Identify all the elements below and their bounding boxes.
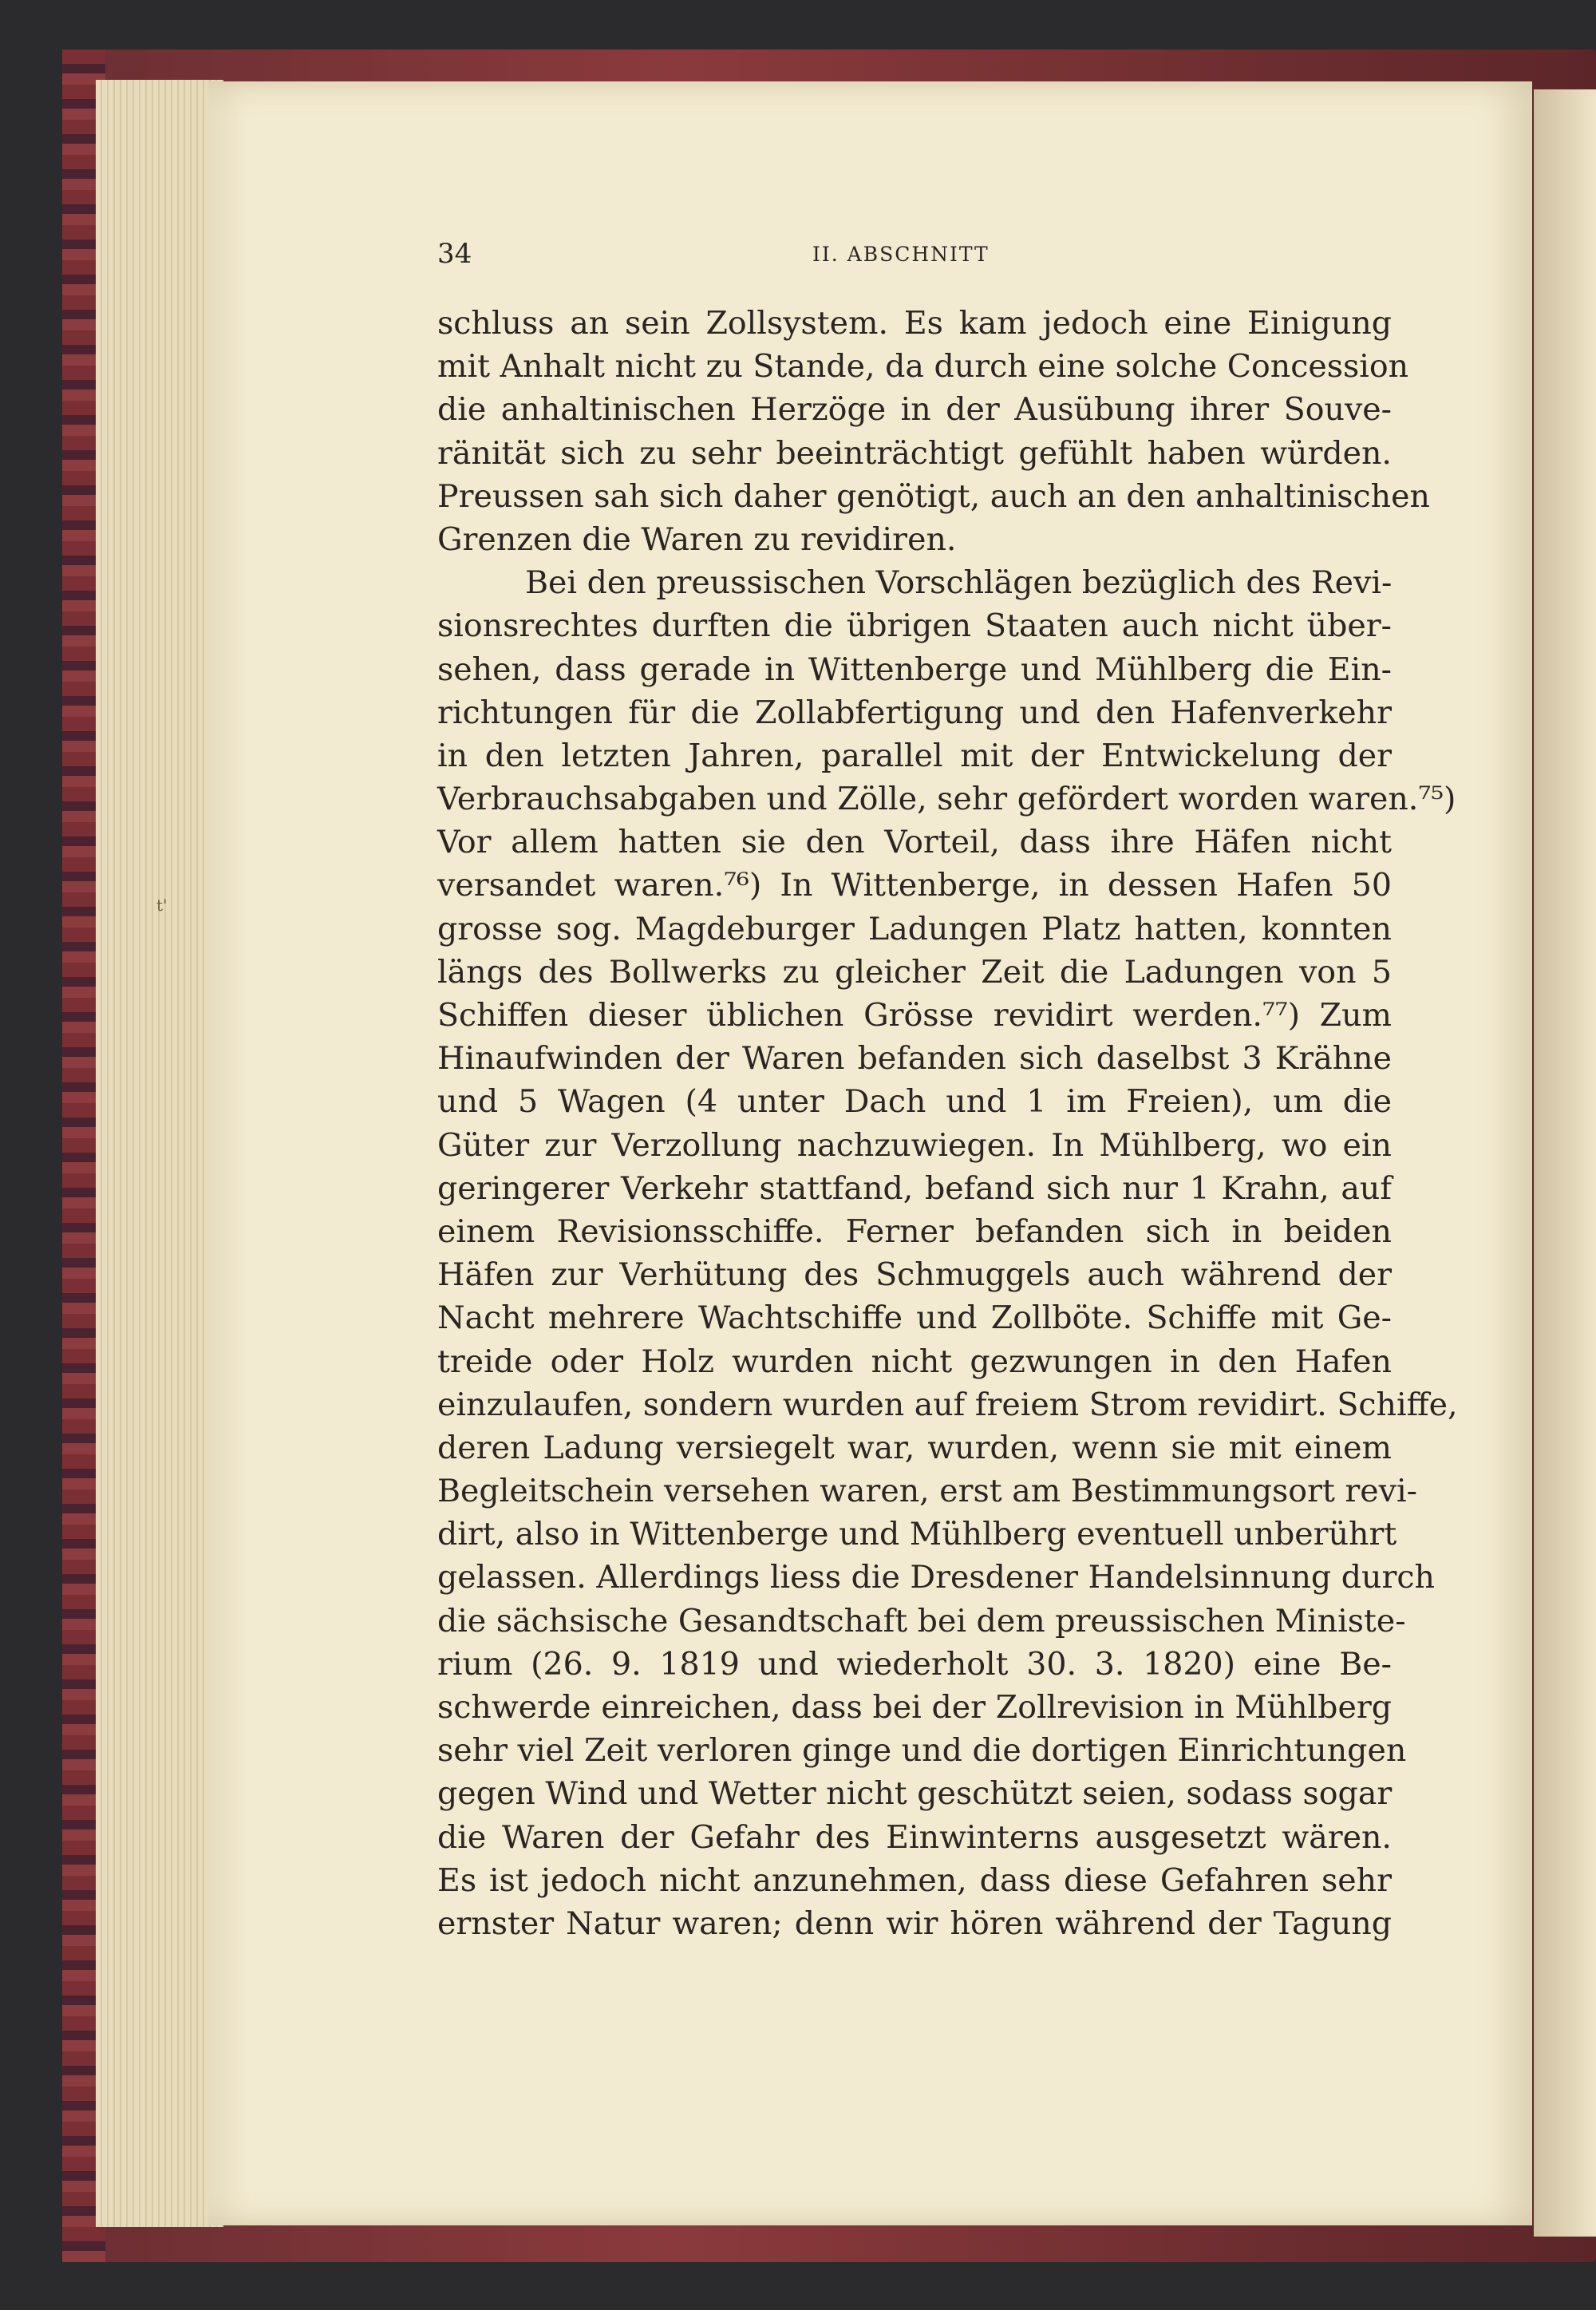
page-header	[437, 238, 1379, 270]
gutter-mark: t'	[156, 896, 168, 915]
text-line: Schiffen dieser üblichen Grösse revidirt werden.⁷⁷) Zum	[437, 997, 1392, 1034]
text-line: Verbrauchsabgaben und Zölle, sehr gefördert worden waren.⁷⁵)	[437, 781, 1456, 818]
text-line: Preussen sah sich daher genötigt, auch an den anhaltinischen	[437, 477, 1430, 515]
text-line: rium (26. 9. 1819 und wiederholt 30. 3. 1820) eine Be-	[437, 1645, 1392, 1683]
text-line: einem Revisionsschiffe. Ferner befanden sich in beiden	[437, 1212, 1392, 1250]
text-line: die sächsische Gesandtschaft bei dem preussischen Ministe-	[437, 1602, 1406, 1640]
running-title: II. ABSCHNITT	[812, 243, 990, 266]
page-number: 34	[437, 238, 472, 270]
text-line: gelassen. Allerdings liess die Dresdener Handelsinnung durch	[437, 1559, 1435, 1596]
text-line: versandet waren.⁷⁶) In Wittenberge, in dessen Hafen 50	[437, 867, 1392, 904]
text-line: Häfen zur Verhütung des Schmuggels auch während der	[437, 1256, 1392, 1294]
text-line: Hinaufwinden der Waren befanden sich daselbst 3 Krähne	[437, 1040, 1392, 1078]
body-text	[437, 302, 1458, 1945]
text-line: treide oder Holz wurden nicht gezwungen in den Hafen	[437, 1343, 1392, 1380]
text-line: die Waren der Gefahr des Einwinterns ausgesetzt wären.	[437, 1818, 1392, 1856]
text-line: und 5 Wagen (4 unter Dach und 1 im Freien), um die	[437, 1083, 1392, 1121]
text-line: Es ist jedoch nicht anzunehmen, dass diese Gefahren sehr	[437, 1861, 1392, 1899]
text-line: längs des Bollwerks zu gleicher Zeit die Ladungen von 5	[437, 953, 1392, 991]
text-line: Nacht mehrere Wachtschiffe und Zollböte. Schiffe mit Ge-	[437, 1299, 1392, 1337]
text-line: Begleitschein versehen waren, erst am Bestimmungsort revi-	[437, 1473, 1417, 1510]
text-line: ernster Natur waren; denn wir hören während der Tagung	[437, 1905, 1392, 1942]
text-line: schwerde einreichen, dass bei der Zollrevision in Mühlberg	[437, 1689, 1392, 1726]
text-line: geringerer Verkehr stattfand, befand sich nur 1 Krahn, auf	[437, 1169, 1392, 1207]
text-line: in den letzten Jahren, parallel mit der Entwickelung der	[437, 737, 1392, 774]
text-line: grosse sog. Magdeburger Ladungen Platz hatten, konnten	[437, 910, 1392, 947]
text-line: dirt, also in Wittenberge und Mühlberg eventuell unberührt	[437, 1516, 1397, 1553]
text-line: schluss an sein Zollsystem. Es kam jedoch eine Einigung	[437, 305, 1392, 342]
text-line: ränität sich zu sehr beeinträchtigt gefühlt haben würden.	[437, 434, 1392, 472]
text-line: sehen, dass gerade in Wittenberge und Mühlberg die Ein-	[437, 651, 1392, 688]
facing-page-edge	[1534, 89, 1596, 2237]
page-edges	[96, 80, 223, 2227]
text-line: einzulaufen, sondern wurden auf freiem Strom revidirt. Schiffe,	[437, 1386, 1458, 1423]
text-line: richtungen für die Zollabfertigung und den Hafenverkehr	[437, 694, 1392, 731]
text-line: gegen Wind und Wetter nicht geschützt seien, sodass sogar	[437, 1775, 1393, 1813]
text-line: Grenzen die Waren zu revidiren.	[437, 520, 957, 558]
text-line: Güter zur Verzollung nachzuwiegen. In Mühlberg, wo ein	[437, 1126, 1392, 1164]
text-line: sionsrechtes durften die übrigen Staaten auch nicht über-	[437, 607, 1392, 645]
text-line: deren Ladung versiegelt war, wurden, wenn sie mit einem	[437, 1429, 1392, 1466]
text-line: die anhaltinischen Herzöge in der Ausübung ihrer Souve-	[437, 391, 1392, 429]
text-line: Bei den preussischen Vorschlägen bezüglich des Revi-	[525, 564, 1393, 602]
text-line: mit Anhalt nicht zu Stande, da durch eine solche Concession	[437, 348, 1409, 386]
text-line: sehr viel Zeit verloren ginge und die dortigen Einrichtungen	[437, 1732, 1407, 1770]
text-line: Vor allem hatten sie den Vorteil, dass ihre Häfen nicht	[437, 824, 1392, 861]
